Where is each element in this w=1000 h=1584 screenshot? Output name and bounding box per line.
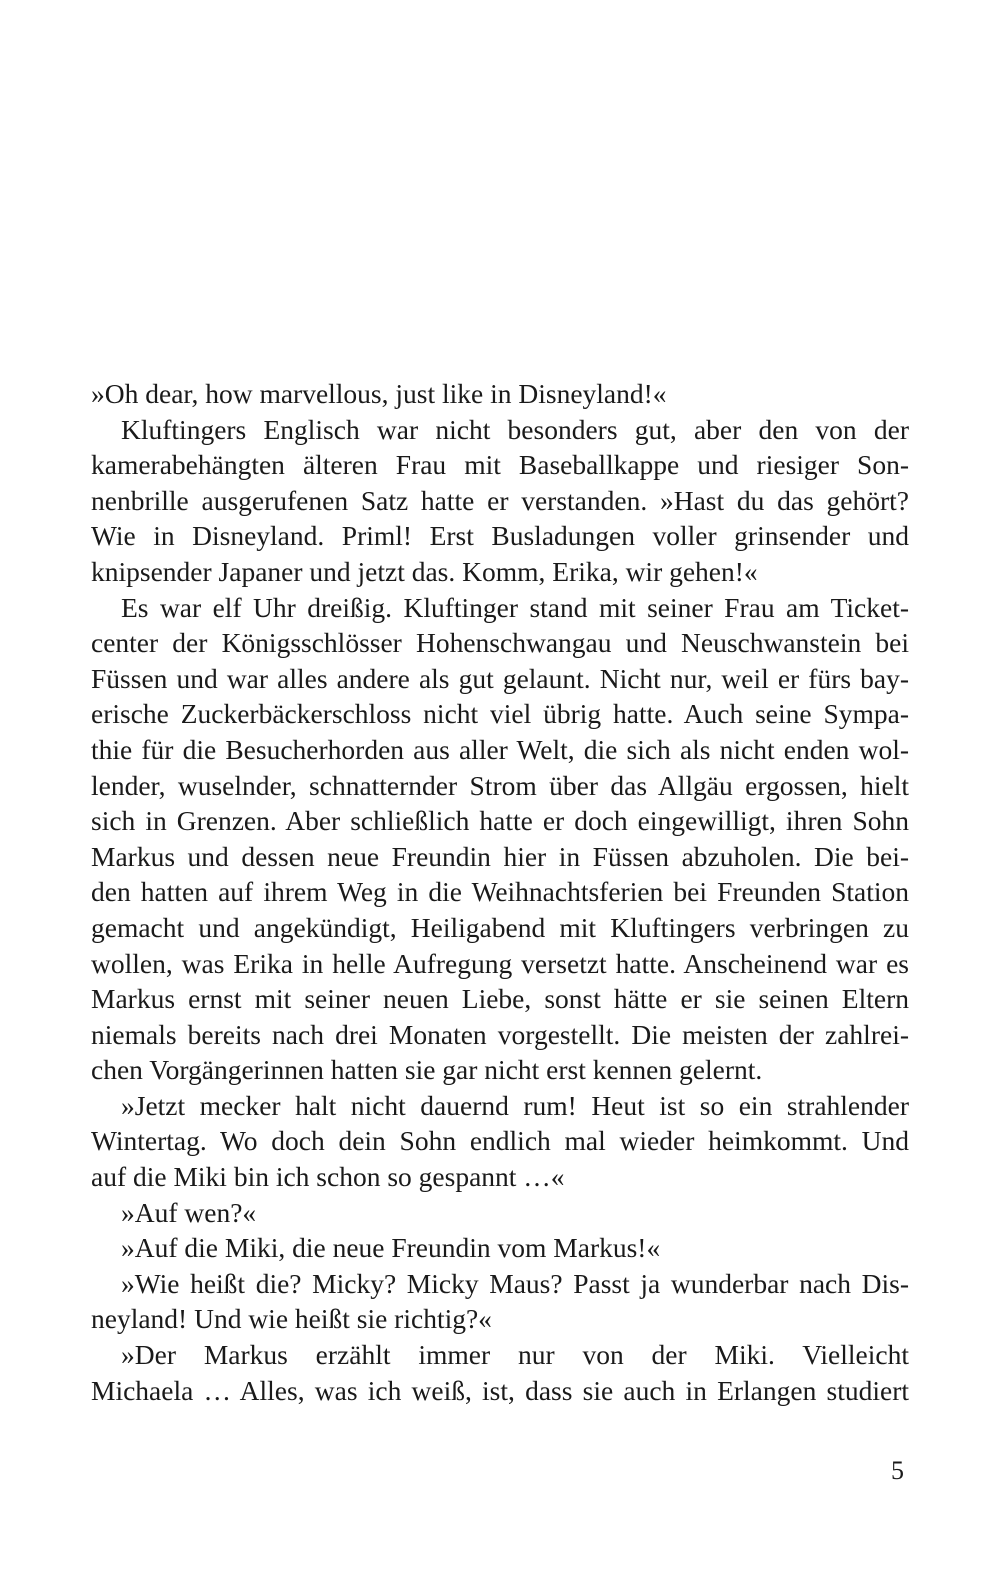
text-line: niemals bereits nach drei Monaten vorgestellt. Die meisten der zahlrei- — [91, 1018, 909, 1050]
text-line: chen Vorgängerinnen hatten sie gar nicht erst kennen gelernt. — [91, 1054, 763, 1086]
text-line: wollen, was Erika in helle Aufregung versetzt hatte. Anscheinend war es — [91, 947, 909, 979]
page-number: 5 — [891, 1456, 904, 1485]
text-line: Michaela … Alles, was ich weiß, ist, dass sie auch in Erlangen studiert — [91, 1374, 909, 1406]
text-line: thie für die Besucherhorden aus aller Welt, die sich als nicht enden wol- — [91, 733, 909, 765]
text-line: knipsender Japaner und jetzt das. Komm, Erika, wir gehen!« — [91, 555, 758, 587]
text-line: auf die Miki bin ich schon so gespannt …« — [91, 1161, 565, 1193]
text-line: Es war elf Uhr dreißig. Kluftinger stand mit seiner Frau am Ticket- — [121, 591, 909, 623]
text-line: nenbrille ausgerufenen Satz hatte er verstanden. »Hast du das gehört? — [91, 484, 909, 516]
text-line: Kluftingers Englisch war nicht besonders gut, aber den von der — [121, 413, 909, 445]
text-line: »Wie heißt die? Micky? Micky Maus? Passt ja wunderbar nach Dis- — [121, 1267, 909, 1299]
text-line: neyland! Und wie heißt sie richtig?« — [91, 1303, 492, 1335]
text-line: gemacht und angekündigt, Heiligabend mit Kluftingers verbringen zu — [91, 911, 909, 943]
text-line: sich in Grenzen. Aber schließlich hatte er doch eingewilligt, ihren Sohn — [91, 805, 909, 837]
text-line: »Auf die Miki, die neue Freundin vom Markus!« — [121, 1232, 661, 1264]
text-line: Wintertag. Wo doch dein Sohn endlich mal wieder heimkommt. Und — [91, 1125, 909, 1157]
text-line: center der Königsschlösser Hohenschwangau und Neuschwanstein bei — [91, 627, 909, 659]
text-line: »Jetzt mecker halt nicht dauernd rum! Heut ist so ein strahlender — [121, 1089, 909, 1121]
text-line: lender, wuselnder, schnatternder Strom über das Allgäu ergossen, hielt — [91, 769, 909, 801]
text-line: Füssen und war alles andere als gut gelaunt. Nicht nur, weil er fürs bay- — [91, 662, 909, 694]
text-line: erische Zuckerbäckerschloss nicht viel übrig hatte. Auch seine Sympa- — [91, 698, 909, 730]
text-line: kamerabehängten älteren Frau mit Baseballkappe und riesiger Son- — [91, 449, 909, 481]
text-line: Wie in Disneyland. Priml! Erst Busladungen voller grinsender und — [91, 520, 909, 552]
text-line: »Der Markus erzählt immer nur von der Miki. Vielleicht — [121, 1339, 909, 1371]
body-text — [91, 376, 909, 1408]
text-line: den hatten auf ihrem Weg in die Weihnachtsferien bei Freunden Station — [91, 876, 909, 908]
text-line: »Oh dear, how marvellous, just like in Disneyland!« — [91, 378, 667, 409]
text-line: Markus und dessen neue Freundin hier in Füssen abzuholen. Die bei- — [91, 840, 909, 872]
text-line: »Auf wen?« — [121, 1196, 257, 1228]
text-line: Markus ernst mit seiner neuen Liebe, sonst hätte er sie seinen Eltern — [91, 983, 909, 1015]
